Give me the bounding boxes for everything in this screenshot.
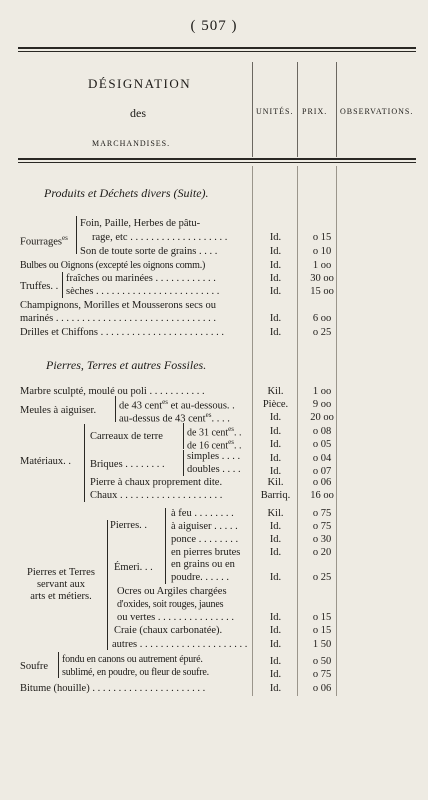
truffes-fraiches: fraîches ou marinées . . . . . . . . . . . . — [66, 273, 216, 284]
row-bitume: Bitume (houille) . . . . . . . . . . . . . . . . . . . . . . — [20, 683, 206, 694]
row-drilles: Drilles et Chiffons . . . . . . . . . . . . . . . . . . . . . . . . — [20, 327, 224, 338]
brace-pierres-terres — [107, 520, 108, 650]
price-foin: o 15 — [312, 232, 332, 243]
header-bottom-rule — [18, 158, 416, 160]
row-craie: Craie (chaux carbonatée). — [114, 625, 223, 636]
header-observations: OBSERVATIONS. — [340, 107, 414, 116]
unit-bitume: Id. — [269, 683, 282, 694]
unit-meules-dessus: Id. — [269, 412, 282, 423]
row-label-fourrages: Fourrages$^{es}$ — [20, 234, 68, 248]
unit-pierres-feu: Kil. — [267, 508, 284, 519]
brace-meules — [115, 396, 116, 422]
price-meules-dessus: 20 oo — [310, 412, 334, 423]
unit-pierre-chaux: Kil. — [267, 477, 284, 488]
brace-truffes — [62, 272, 63, 298]
brace-soufre — [58, 652, 59, 678]
section-title-pierres: Pierres, Terres et autres Fossiles. — [46, 358, 207, 372]
price-champignons: 6 oo — [312, 313, 332, 324]
price-chaux: 16 oo — [310, 490, 334, 501]
unit-pierres-aiguiser: Id. — [269, 521, 282, 532]
soufre-fondu: fondu en canons ou autrement épuré. — [62, 654, 203, 665]
price-bitume: o 06 — [312, 683, 332, 694]
price-autres: 1 50 — [312, 639, 332, 650]
unit-carreaux-31: Id. — [269, 426, 282, 437]
price-pierre-chaux: o 06 — [312, 477, 332, 488]
brace-emeri — [165, 546, 166, 584]
row-pierre-chaux: Pierre à chaux proprement dite. — [90, 477, 223, 488]
price-truffes-fraiches: 30 oo — [310, 273, 334, 284]
pierres-terres-line-3: arts et métiers. — [30, 591, 92, 602]
pierres-ponce: ponce . . . . . . . . — [171, 534, 239, 545]
truffes-seches: sèches . . . . . . . . . . . . . . . . . . . . . . . . — [66, 286, 220, 297]
fourrages-foin: Foin, Paille, Herbes de pâtu- — [80, 218, 201, 229]
unit-emeri-grains: Id. — [269, 572, 282, 583]
price-soufre-sublime: o 75 — [312, 669, 332, 680]
top-double-rule — [18, 47, 416, 49]
unit-champignons: Id. — [269, 313, 282, 324]
row-marbre: Marbre sculpté, moulé ou poli . . . . . . . . . . . — [20, 386, 205, 397]
section-title-produits: Produits et Déchets divers (Suite). — [44, 186, 209, 200]
emeri-pierres-brutes: en pierres brutes — [171, 547, 241, 558]
pierres-terres-line-1: Pierres et Terres — [27, 567, 95, 578]
price-bulbes: 1 oo — [312, 260, 332, 271]
unit-soufre-fondu: Id. — [269, 656, 282, 667]
price-drilles: o 25 — [312, 327, 332, 338]
body-col-line-prix — [297, 166, 298, 696]
price-truffes-seches: 15 oo — [310, 286, 334, 297]
ocres-line-3: ou vertes . . . . . . . . . . . . . . . — [117, 612, 234, 623]
emeri-grains: en grains ou en — [171, 559, 235, 570]
unit-pierres-ponce: Id. — [269, 534, 282, 545]
price-son: o 10 — [312, 246, 332, 257]
ocres-line-1: Ocres ou Argiles chargées — [117, 586, 227, 597]
unit-ocres: Id. — [269, 612, 282, 623]
unit-bulbes: Id. — [269, 260, 282, 271]
brace-briques — [183, 450, 184, 476]
unit-carreaux-16: Id. — [269, 439, 282, 450]
unit-foin: Id. — [269, 232, 282, 243]
body-col-line-unites — [252, 166, 253, 696]
header-prix: PRIX. — [302, 107, 328, 116]
row-champignons-cont: marinés . . . . . . . . . . . . . . . . . . . . . . . . . . . . . . . — [20, 313, 216, 324]
unit-autres: Id. — [269, 639, 282, 650]
col-sep-prix — [297, 62, 298, 157]
row-champignons: Champignons, Morilles et Mousserons secs ou — [20, 300, 216, 311]
price-ocres: o 15 — [312, 612, 332, 623]
carreaux-16: de 16 cent$^{es}$. . — [187, 438, 242, 452]
price-craie: o 15 — [312, 625, 332, 636]
unit-truffes-fraiches: Id. — [269, 273, 282, 284]
price-pierres-feu: o 75 — [312, 508, 332, 519]
pierres-a-aiguiser: à aiguiser . . . . . — [171, 521, 238, 532]
price-briques-simples: o 04 — [312, 453, 332, 464]
brace-pierres — [165, 508, 166, 546]
price-emeri-brutes: o 20 — [312, 547, 332, 558]
label-pierres: Pierres. . — [110, 520, 148, 531]
brace-fourrages — [76, 216, 77, 254]
fourrages-son: Son de toute sorte de grains . . . . — [80, 246, 218, 257]
label-emeri: Émeri. . . — [114, 562, 153, 573]
header-marchandises: MARCHANDISES. — [92, 139, 171, 148]
header-unites: UNITÉS. — [256, 107, 294, 116]
briques-simples: simples . . . . — [187, 451, 241, 462]
soufre-sublime: sublimé, en poudre, ou fleur de soufre. — [62, 667, 209, 678]
meules-43-dessous: de 43 cent$^{es}$ et au-dessous. . — [119, 398, 235, 412]
header-designation: DÉSIGNATION — [88, 76, 192, 91]
unit-meules-dessous: Pièce. — [262, 399, 289, 410]
emeri-poudre: poudre. . . . . . — [171, 572, 230, 583]
unit-briques-doubles: Id. — [269, 466, 282, 477]
brace-materiaux — [84, 424, 85, 502]
row-label-materiaux: Matériaux. . — [20, 456, 72, 467]
unit-emeri-brutes: Id. — [269, 547, 282, 558]
label-carreaux: Carreaux de terre — [90, 431, 163, 442]
row-label-meules: Meules à aiguiser. — [20, 405, 97, 416]
briques-doubles: doubles . . . . — [187, 464, 241, 475]
unit-briques-simples: Id. — [269, 453, 282, 464]
price-marbre: 1 oo — [312, 386, 332, 397]
unit-soufre-sublime: Id. — [269, 669, 282, 680]
body-col-line-observations — [336, 166, 337, 696]
label-pierres-terres — [20, 567, 102, 603]
row-label-soufre: Soufre — [20, 661, 48, 672]
fourrages-foin-cont: rage, etc . . . . . . . . . . . . . . . . . . . — [92, 232, 228, 243]
price-pierres-aiguiser: o 75 — [312, 521, 332, 532]
pierres-a-feu: à feu . . . . . . . . — [171, 508, 234, 519]
col-sep-observations — [336, 62, 337, 157]
brace-carreaux — [183, 423, 184, 449]
row-chaux: Chaux . . . . . . . . . . . . . . . . . . . . — [90, 490, 223, 501]
price-carreaux-16: o 05 — [312, 439, 332, 450]
unit-drilles: Id. — [269, 327, 282, 338]
top-thin-rule — [18, 51, 416, 52]
ocres-line-2: d'oxides, soit rouges, jaunes — [117, 599, 224, 610]
row-bulbes: Bulbes ou Oignons (excepté les oignons comm.) — [20, 260, 206, 271]
meules-43-dessus: au-dessus de 43 cent$^{es}$. . . . — [119, 411, 230, 425]
header-des: des — [130, 106, 146, 120]
price-meules-dessous: 9 oo — [312, 399, 332, 410]
label-briques: Briques . . . . . . . . — [90, 459, 165, 470]
unit-son: Id. — [269, 246, 282, 257]
header-bottom-thin-rule — [18, 162, 416, 163]
unit-marbre: Kil. — [267, 386, 284, 397]
col-sep-unites — [252, 62, 253, 157]
row-autres: autres . . . . . . . . . . . . . . . . . . . . . — [112, 639, 248, 650]
price-briques-doubles: o 07 — [312, 466, 332, 477]
page-number: ( 507 ) — [190, 18, 238, 34]
pierres-terres-line-2: servant aux — [36, 579, 86, 590]
row-label-truffes: Truffes. . — [20, 281, 59, 292]
unit-chaux: Barriq. — [260, 490, 291, 501]
price-carreaux-31: o 08 — [312, 426, 332, 437]
unit-truffes-seches: Id. — [269, 286, 282, 297]
unit-craie: Id. — [269, 625, 282, 636]
price-pierres-ponce: o 30 — [312, 534, 332, 545]
carreaux-31: de 31 cent$^{es}$. . — [187, 425, 242, 439]
price-emeri-grains: o 25 — [312, 572, 332, 583]
price-soufre-fondu: o 50 — [312, 656, 332, 667]
